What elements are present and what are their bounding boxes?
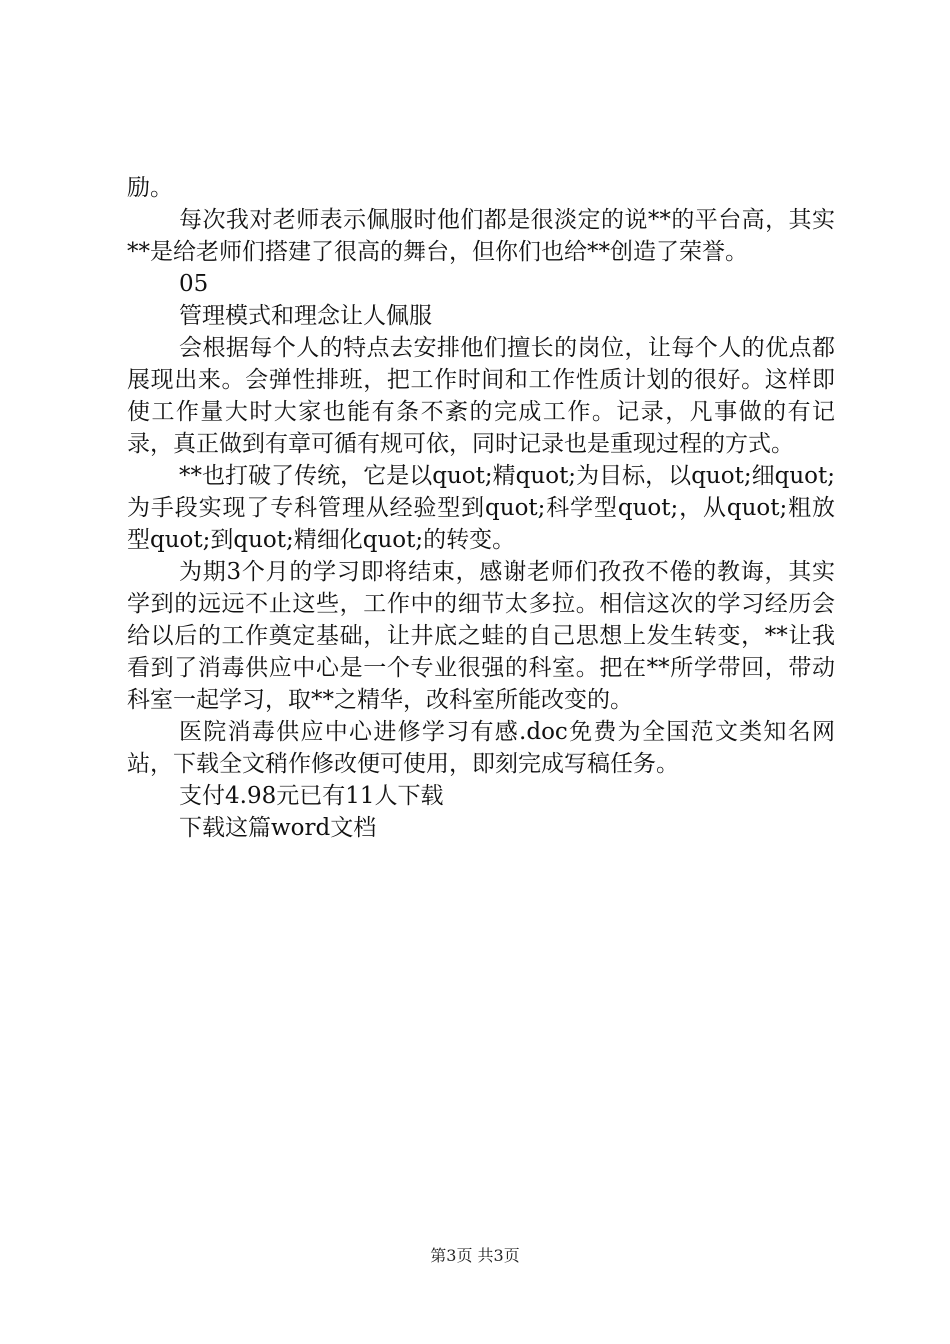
section-heading: 管理模式和理念让人佩服	[179, 303, 432, 329]
paragraph-praise: 每次我对老师表示佩服时他们都是很淡定的说**的平台高，其实**是给老师们搭建了很高的舞台，但你们也给**创造了荣誉。	[127, 207, 835, 265]
section-number: 05	[179, 271, 209, 297]
payment-info: 支付4.98元已有11人下载	[179, 783, 444, 809]
paragraph-tradition: **也打破了传统，它是以quot;精quot;为目标，以quot;细quot;为手段实现了专科管理从经验型到quot;科学型quot;，从quot;粗放型quot;到quot;精细化quot;的转变。	[127, 463, 836, 553]
paragraph-conclusion: 为期3个月的学习即将结束，感谢老师们孜孜不倦的教诲，其实学到的远远不止这些，工作中的细节太多拉。相信这次的学习经历会给以后的工作奠定基础，让井底之蛙的自己思想上发生转变，**让我看到了消毒供应中心是一个专业很强的科室。把在**所学带回，带动科室一起学习，取**之精华，改科室所能改变的。	[127, 559, 835, 713]
document-body	[127, 172, 835, 844]
paragraph-management: 会根据每个人的特点去安排他们擅长的岗位，让每个人的优点都展现出来。会弹性排班，把工作时间和工作性质计划的很好。这样即使工作量大时大家也能有条不紊的完成工作。记录，凡事做的有记录，真正做到有章可循有规可依，同时记录也是重现过程的方式。	[127, 335, 835, 457]
page-number-footer: 第3页 共3页	[430, 1246, 520, 1265]
download-link[interactable]: 下载这篇word文档	[179, 815, 377, 841]
paragraph-download-info: 医院消毒供应中心进修学习有感.doc免费为全国范文类知名网站，下载全文稍作修改便可使用，即刻完成写稿任务。	[127, 719, 835, 777]
paragraph-continuation: 励。	[127, 175, 173, 201]
